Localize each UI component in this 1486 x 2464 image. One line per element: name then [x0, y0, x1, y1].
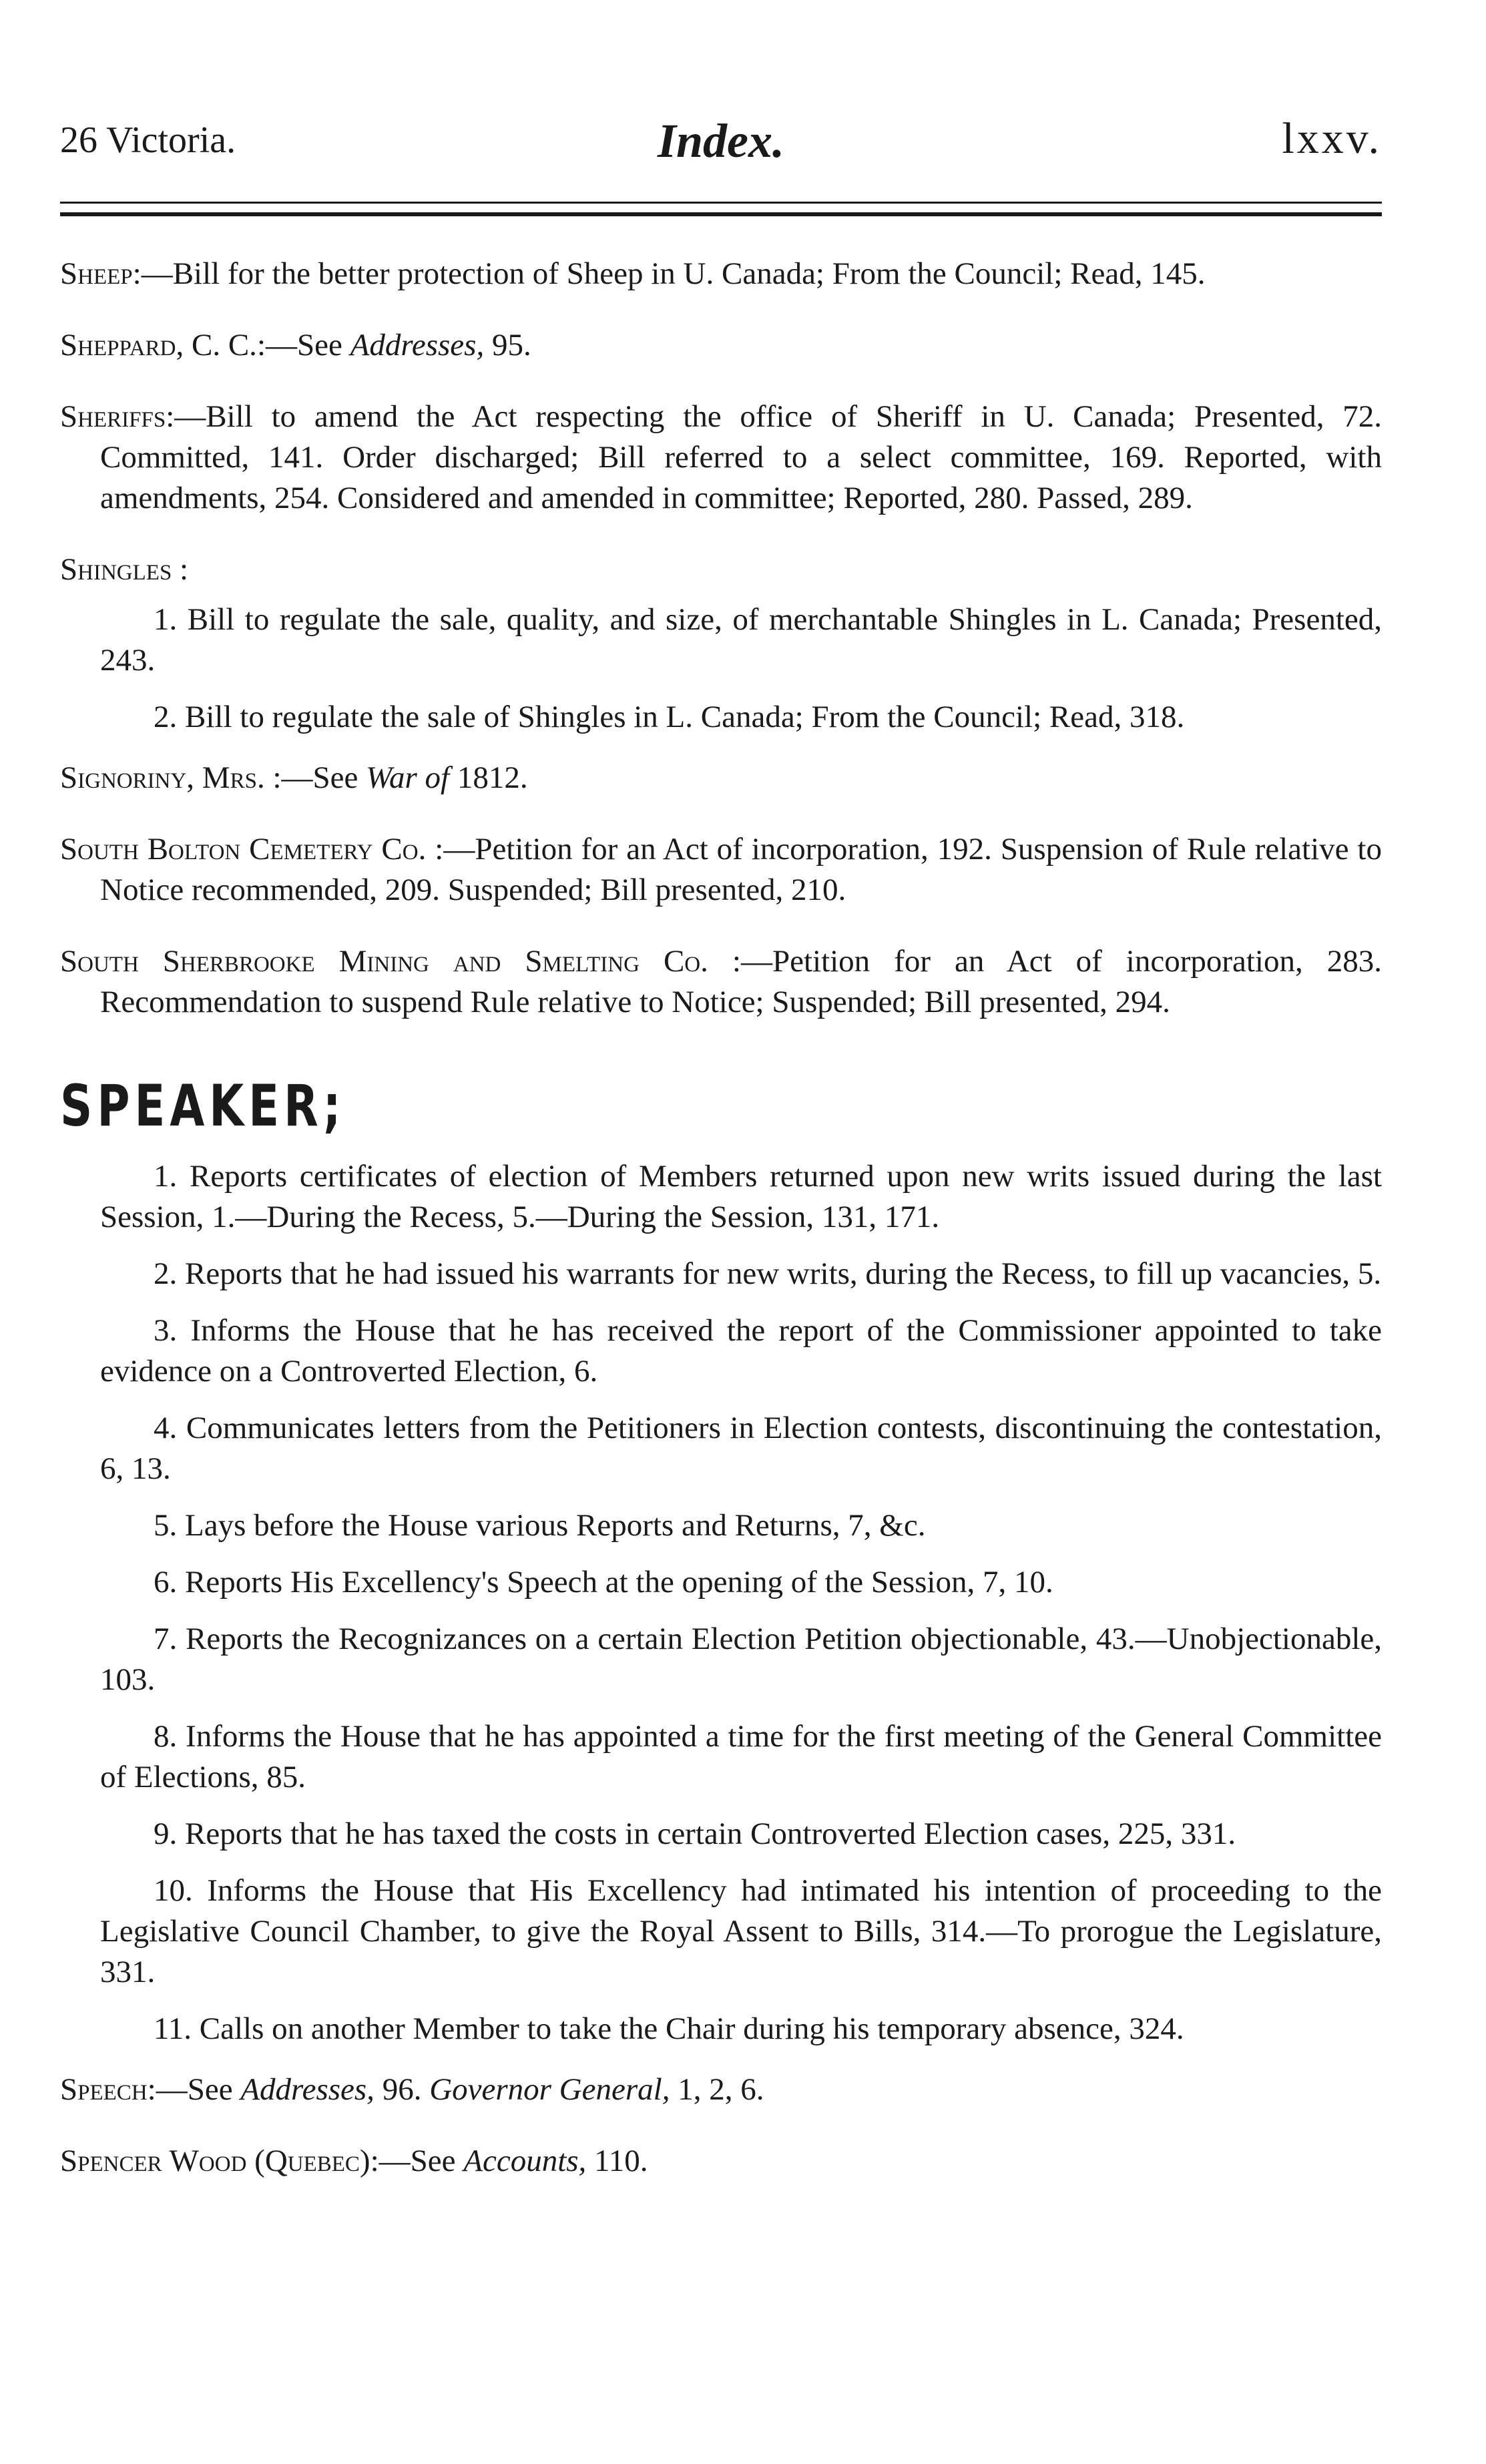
entry-text: :—Petition for an Act of incorporation, 192. Suspension of Rule relative to Notice recommended, 209. Suspended; Bill presented, 210. [100, 832, 1382, 907]
index-entry-south-sherbrooke [60, 941, 1382, 1023]
entry-text: :—See [147, 2072, 241, 2107]
cross-reference: Governor General, [429, 2072, 670, 2107]
speaker-item-10: 10. Informs the House that His Excellency had intimated his intention of proceeding to the Legislative Council Chamber, to give the Royal Assent to Bills, 314.—To prorogue the Legislature, 331. [100, 1873, 1382, 1989]
entry-text: :—Petition for an Act of incorporation, 283. Recommendation to suspend Rule relative to Notice; Suspended; Bill presented, 294. [100, 944, 1382, 1019]
entry-page-ref: 96. [374, 2072, 430, 2107]
entry-text: :—Bill to amend the Act respecting the office of Sheriff in U. Canada; Presented, 72. Committed, 141. Order discharged; Bill referred to a select committee, 169. Reported, with amendments, 254. Considered and amended in committee; Reported, 280. Passed, 289. [100, 399, 1382, 515]
speaker-item-9: 9. Reports that he has taxed the costs in certain Controverted Election cases, 225, 331. [154, 1816, 1236, 1851]
shingles-item-1: 1. Bill to regulate the sale, quality, and size, of merchantable Shingles in L. Canada; Presented, 243. [100, 602, 1382, 678]
entry-heading: Sheppard, C. C. [60, 328, 257, 362]
index-body [60, 254, 1382, 2212]
speaker-item-5: 5. Lays before the House various Reports and Returns, 7, &c. [154, 1508, 926, 1543]
index-entry-south-bolton [60, 829, 1382, 911]
index-entry-signoriny [60, 758, 1382, 798]
entry-colon: : [172, 552, 189, 587]
speaker-item-3: 3. Informs the House that he has received the report of the Commissioner appointed to take evidence on a Controverted Election, 6. [100, 1313, 1382, 1389]
speaker-item-8: 8. Informs the House that he has appointed a time for the first meeting of the General Committee of Elections, 85. [100, 1719, 1382, 1794]
index-entry-speech [60, 2069, 1382, 2110]
entry-heading: Sheep [60, 256, 133, 291]
cross-reference: Addresses, [350, 328, 485, 362]
entry-text: :—See [256, 328, 350, 362]
entry-text: :—See [264, 760, 366, 795]
index-entry-sheriffs [60, 397, 1382, 519]
header-rule-thin [60, 202, 1382, 204]
speaker-item-7: 7. Reports the Recognizances on a certain Election Petition objectionable, 43.—Unobjectionable, 103. [100, 1622, 1382, 1697]
cross-reference: Accounts, [463, 2144, 587, 2178]
entry-page-ref: 95. [484, 328, 531, 362]
shingles-item-2: 2. Bill to regulate the sale of Shingles in L. Canada; From the Council; Read, 318. [154, 700, 1185, 734]
running-head [60, 113, 1382, 174]
index-entry-sheep [60, 254, 1382, 294]
index-entry-shingles [60, 549, 1382, 590]
entry-page-ref: 110. [586, 2144, 648, 2178]
header-rule-thick [60, 212, 1382, 216]
speaker-item-4: 4. Communicates letters from the Petitioners in Election contests, discontinuing the contestation, 6, 13. [100, 1411, 1382, 1486]
entry-page-ref: 1812. [449, 760, 528, 795]
entry-heading: South Sherbrooke Mining and Smelting Co. [60, 944, 708, 979]
entry-heading: Shingles [60, 552, 172, 587]
entry-text: :—Bill for the better protection of Sheep in U. Canada; From the Council; Read, 145. [132, 256, 1206, 291]
session-label: 26 Victoria. [60, 119, 236, 161]
entry-heading: South Bolton Cemetery Co. [60, 832, 427, 867]
speaker-item-1: 1. Reports certificates of election of Members returned upon new writs issued during the last Session, 1.—During the Recess, 5.—During the Session, 131, 171. [100, 1159, 1382, 1234]
entry-heading: Spencer Wood (Quebec) [60, 2144, 370, 2178]
cross-reference: Addresses, [240, 2072, 375, 2107]
page-title: Index. [657, 114, 785, 168]
entry-heading: Sheriffs [60, 399, 166, 434]
speaker-heading: SPEAKER; [60, 1073, 346, 1140]
index-entry-spencer-wood [60, 2141, 1382, 2182]
entry-heading: Speech [60, 2072, 148, 2107]
speaker-item-6: 6. Reports His Excellency's Speech at the opening of the Session, 7, 10. [154, 1565, 1053, 1599]
entry-text: :—See [370, 2144, 464, 2178]
entry-heading: Signoriny, Mrs. [60, 760, 265, 795]
speaker-item-2: 2. Reports that he had issued his warrants for new writs, during the Recess, to fill up vacancies, 5. [154, 1256, 1382, 1291]
cross-reference: War of [366, 760, 450, 795]
speaker-item-11: 11. Calls on another Member to take the Chair during his temporary absence, 324. [154, 2011, 1184, 2046]
entry-page-ref: 1, 2, 6. [670, 2072, 764, 2107]
page-number: lxxv. [1282, 114, 1382, 163]
index-entry-sheppard [60, 325, 1382, 366]
